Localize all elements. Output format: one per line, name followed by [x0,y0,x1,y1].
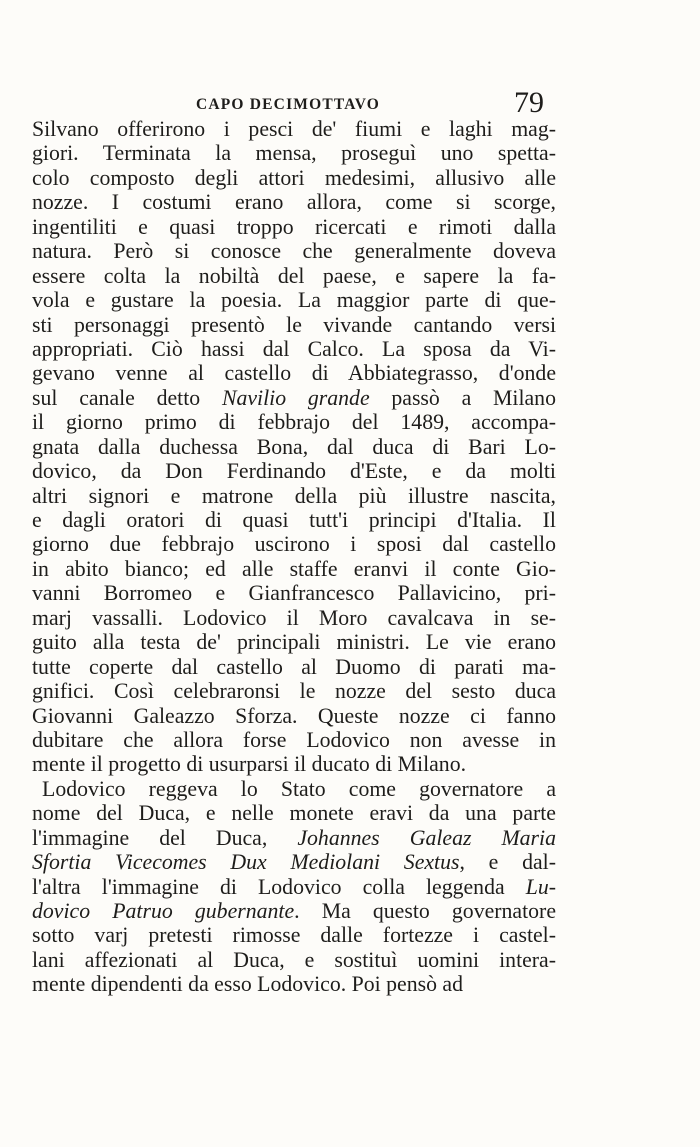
text-run: sti personaggi presentò le vivande cantando versi [32,312,556,337]
text-line [32,166,556,190]
text-run: in abito bianco; ed alle staffe eranvi il conte Gio- [32,556,556,581]
italic-text: Johannes Galeaz Maria [297,825,556,850]
text-run: lani affezionati al Duca, e sostituì uomini intera- [32,947,556,972]
text-line [32,704,556,728]
italic-text: Navilio grande [221,385,370,410]
text-line [32,728,556,752]
text-run: nome del Duca, e nelle monete eravi da una parte [32,801,556,826]
text-line [32,948,556,972]
running-title: CAPO DECIMOTTAVO [195,96,381,113]
text-line [32,484,556,508]
text-run: colo composto degli attori medesimi, allusivo alle [32,165,556,190]
text-run: il giorno primo di febbrajo del 1489, accompa- [32,410,556,435]
text-run: sul canale detto [32,385,222,410]
text-line [32,655,556,679]
text-line [32,264,556,288]
text-line [32,190,556,214]
text-run: Silvano offerirono i pesci de' fiumi e laghi mag- [32,117,556,141]
text-run: Giovanni Galeazzo Sforza. Queste nozze ci fanno [32,703,556,728]
text-run: giorno due febbrajo uscirono i sposi dal castello [32,532,556,557]
text-run: gnifici. Così celebraronsi le nozze del sesto duca [32,679,556,704]
text-line [32,410,556,434]
text-run: . Ma questo governatore [294,899,556,923]
text-run: essere colta la nobiltà del paese, e sapere la fa- [32,263,556,288]
text-line [32,777,556,801]
text-line [32,801,556,825]
text-line [32,679,556,703]
text-run: altri signori e matrone della più illustre nascita, [32,483,556,508]
text-run: giori. Terminata la mensa, proseguì uno spetta- [32,141,556,166]
text-run: mente il progetto di usurparsi il ducato di Milano. [32,752,467,777]
text-line [32,337,556,361]
text-run: gnata dalla duchessa Bona, dal duca di Bari Lo- [32,434,556,459]
text-line [32,752,556,776]
text-line [32,288,556,312]
text-run: sotto varj pretesti rimosse dalle fortezze i castel- [32,923,556,948]
text-line [32,386,556,410]
text-line [32,239,556,263]
text-line [32,826,556,850]
text-line [32,899,556,923]
text-run: e dagli oratori di quasi tutt'i principi d'Italia. Il [32,508,556,532]
text-line [32,850,556,874]
text-run: , e dal- [459,850,556,875]
text-run: dubitare che allora forse Lodovico non avesse in [32,727,556,752]
text-run: passò a Milano [369,385,556,410]
text-run: guito alla testa de' principali ministri. Le vie erano [32,630,556,655]
text-line [32,117,556,141]
body-text [32,117,556,997]
text-run: nozze. I costumi erano allora, come si scorge, [32,190,556,215]
text-run: natura. Però si conosce che generalmente doveva [32,239,556,264]
text-run: gevano venne al castello di Abbiategrasso, d'onde [32,361,556,386]
text-line [32,557,556,581]
text-line [32,875,556,899]
text-line [32,361,556,385]
italic-text: dovico Patruo gubernante [32,899,295,923]
text-run: appropriati. Ciò hassi dal Calco. La sposa da Vi- [32,336,556,361]
text-line [32,630,556,654]
running-head [32,86,544,119]
text-line [32,508,556,532]
text-line [32,141,556,165]
italic-text: Sfortia Vicecomes Dux Mediolani Sextus [32,850,460,875]
text-line [32,972,556,996]
text-run: l'immagine del Duca, [32,825,298,850]
text-run: mente dipendenti da esso Lodovico. Poi pensò ad [32,972,464,997]
text-line [32,313,556,337]
text-run: vola e gustare la poesia. La maggior parte di que- [32,288,556,313]
text-run: vanni Borromeo e Gianfrancesco Pallavicino, pri- [32,581,556,606]
text-run: ingentiliti e quasi troppo ricercati e rimoti dalla [32,214,556,239]
text-run: l'altra l'immagine di Lodovico colla leggenda [32,874,526,899]
text-line [32,581,556,605]
text-line [32,459,556,483]
page-number: 79 [514,86,544,119]
text-line [32,435,556,459]
text-run: Lodovico reggeva lo Stato come governatore a [42,776,556,801]
text-run: dovico, da Don Ferdinando d'Este, e da molti [32,459,556,484]
text-line [32,606,556,630]
text-run: tutte coperte dal castello al Duomo di parati ma- [32,654,556,679]
text-line [32,215,556,239]
text-line [32,532,556,556]
text-run: marj vassalli. Lodovico il Moro cavalcava in se- [32,605,556,630]
text-line [32,923,556,947]
italic-text: Lu- [525,874,556,899]
